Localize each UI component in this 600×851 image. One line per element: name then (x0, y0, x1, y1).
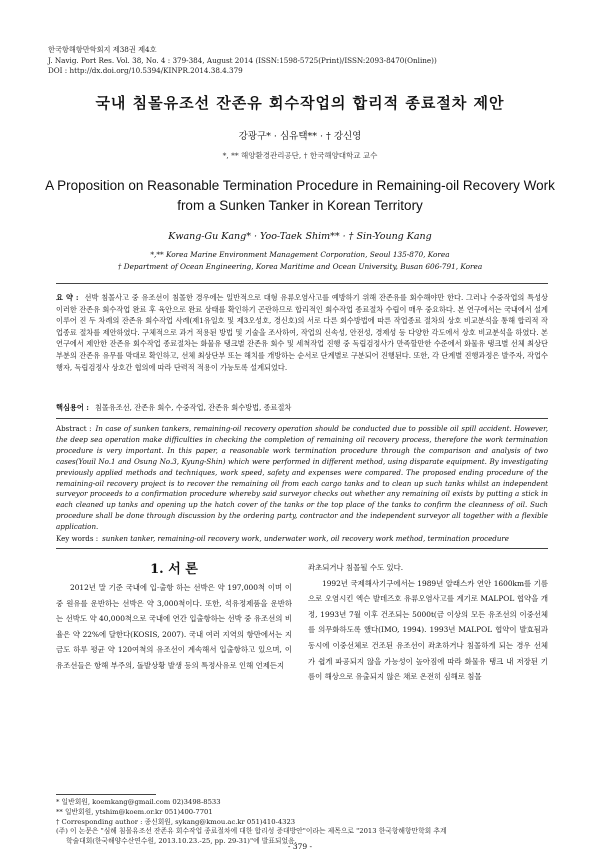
divider-abstract (56, 418, 548, 419)
affiliation-korean: *, ** 해양환경관리공단, † 한국해양대학교 교수 (222, 151, 378, 160)
keywords-english-text: sunken tanker, remaining-oil recovery work, underwater work, oil recovery work method, termination procedure (102, 534, 509, 543)
footnotes (56, 798, 548, 847)
footnote-5: 학술대회(한국해양수산연수원, 2013.10.23.-25, pp. 29-31)"에 발표되었음. (66, 837, 297, 846)
intro-right-column (308, 560, 548, 685)
authors-korean: 강광구* · 심유택** · † 강신영 (238, 131, 362, 142)
authors-english: Kwang-Gu Kang* · Yoo-Taek Shim** · † Sin-Young Kang (168, 231, 432, 242)
divider-body (56, 548, 548, 549)
abstract-korean-text: 선박 침몰사고 중 유조선이 침몰한 경우에는 일반적으로 대형 유류오염사고를 예방하기 위해 잔존유를 회수해야만 한다. 그러나 수중작업의 특성상 이러한 잔존유 회수작업 완료 후 육안으로 완료 상태를 확인하기 곤란하므로 합리적인 회수작업 종료절차 수립이 매우 중요하다. 본 연구에서는 국내에서 설계 이루어 진 두 차례의 잔존유 회수작업 사례(제1유일호 및 제3오성호, 경신호)의 서로 다른 회수방법에 따른 작업종료 절차의 상호 비교분석을 통해 합리적 작업종료 절차를 제안하였다. 구체적으로 과거 적용된 방법 및 기술을 조사하여, 작업의 신속성, 안전성, 경제성 등 다양한 각도에서 상호 비교분석을 하였다. 본 연구에서 제안한 잔존유 회수작업 종료절차는 화물유 탱크별 잔존유 회수 및 세척작업 진행 중 독립검정사가 만족할만한 수준에서 화물유 탱크별 선체 최상단부분의 잔존유 유무를 막대로 확인하고, 선체 최상단부 또는 해치를 개방하는 순서로 단계별로 구분되어 진행된다. 또한, 각 단계별 진행과정은 발주자, 작업수행자, 독립검정사 상호간 협의에 따라 단력적 적용이 가능토록 설계되었다. (56, 293, 548, 372)
keywords-korean-text: 침몰유조선, 잔존유 회수, 수중작업, 잔존유 회수방법, 종료절차 (94, 403, 292, 412)
abstract-korean-label: 요 약 : (56, 293, 79, 302)
intro-left-column: 2012년 말 기준 국내에 입·출항 하는 선박은 약 197,000척 이며 이 중 원유를 운반하는 선박은 약 3,000척이다. 또한, 석유정제품을 운반하는 선박도 약 40,000척으로 국내에 연간 입출항하는 선박 중 유조선의 비율은 약 22%에 달한다(KOSIS, 2007). 국내 여러 지역의 항만에서는 지금도 하루 평균 약 120여척의 유조선이 계속해서 입출항하고 있으며, 이 유조선들은 항해 부주의, 돌발상황 발생 등의 특정사유로 인해 언제든지 (56, 583, 292, 670)
footnote-3: † Corresponding author : 종신회원, sykang@kmou.ac.kr 051)410-4323 (56, 817, 296, 826)
footnote-2: ** 일반회원, ytshim@koem.or.kr 051)400-7701 (56, 807, 213, 816)
keywords-korean (56, 403, 548, 413)
title-english: A Proposition on Reasonable Termination Procedure in Remaining-oil Recovery Work from a Sunken Tanker in Korean Territory (45, 178, 555, 213)
keywords-english-label: Key words : (56, 534, 99, 543)
divider-top (56, 283, 548, 284)
footnote-4: (주) 이 논문은 "심해 침몰유조선 잔존유 회수작업 종료절차에 대한 합리성 증대방안"이라는 제목으로 "2013 한국항해항만학회 추계 (56, 827, 447, 836)
journal-name-kr: 한국항해항만학회지 제38권 제4호 (48, 45, 157, 54)
journal-header (48, 45, 437, 77)
abstract-english-text: In case of sunken tankers, remaining-oil recovery operation should be conducted due to possible oil spill accident. However, the deep sea operation make difficulties in checking the completion of remaining oil recovery process, therefore the work termination procedure is very important. In this paper, a reasonable work termination procedure through the comparison and analysis of two cases(Youil No.1 and Osung No.3, Kyung-Shin) which were performed in different method, using disparate equipment. By investigating previously applied methods and techniques, work speed, safety and expenses were compared. The proposed ending procedure of the remaining-oil recovery project is to recover the remaining oil from each cargo tanks and to clean up such tanks whilst an independent surveyor proceeds to a confirmation procedure whereby said surveyor checks out whether any remaining oil exists by putting a stick in each cleaned up tanks and opening up the hatch cover of the tanks or the top place of the tanks to confirm the cleanness of oil. Such procedure shall be done through discussion by the ordering party, contractor and the independent surveyor all together with a flexible application. (56, 424, 548, 532)
journal-citation: J. Navig. Port Res. Vol. 38, No. 4 : 379-384, August 2014 (ISSN:1598-5725(Print)/ISSN:2093-8470(Online)) (48, 55, 437, 65)
intro-right-paragraph-2: 1992년 국제해사기구에서는 1989년 알래스카 연안 1600km를 기름으로 오염시킨 엑슨 발데즈호 유류오염사고를 계기로 MALPOL 협약을 개정, 1993년 7월 이후 건조되는 5000t(금 이상의 모든 유조선의 이중선체를 의무화하도록 했다(IMO, 1994). 1993년 MALPOL 협약이 발효됨과 동시에 이중선체로 건조된 유조선이 좌초하거나 침몰하게 되는 경우 선체가 쉽게 파공되지 않을 가능성이 높아짐에 따라 화물유 탱크 내 저장된 기름이 해상으로 유출되지 않은 채로 온전히 심해로 침몰 (308, 578, 548, 682)
footnote-divider (56, 794, 156, 795)
title-korean: 국내 침몰유조선 잔존유 회수작업의 합리적 종료절차 제안 (95, 94, 505, 112)
intro-right-paragraph-1: 좌초되거나 침몰될 수도 있다. (308, 563, 404, 572)
affiliation-english-2: † Department of Ocean Engineering, Korea Maritime and Ocean University, Busan 606-791, Korea (117, 262, 483, 271)
abstract-english (56, 424, 548, 533)
affiliation-english (0, 249, 600, 273)
section-heading-introduction: 1. 서 론 (150, 562, 198, 577)
abstract-english-label: Abstract : (56, 424, 92, 433)
footnote-1: * 일반회원, koemkang@gmail.com 02)3498-8533 (56, 798, 221, 806)
doi-link[interactable]: DOI : http://dx.doi.org/10.5394/KINPR.2014.38.4.379 (48, 66, 243, 75)
keywords-korean-label: 핵심용어 : (56, 403, 89, 412)
abstract-korean (56, 292, 548, 373)
affiliation-english-1: *,** Korea Marine Environment Management Corporation, Seoul 135-870, Korea (150, 250, 450, 259)
keywords-english (56, 534, 548, 543)
page-number: - 379 - (287, 842, 313, 851)
